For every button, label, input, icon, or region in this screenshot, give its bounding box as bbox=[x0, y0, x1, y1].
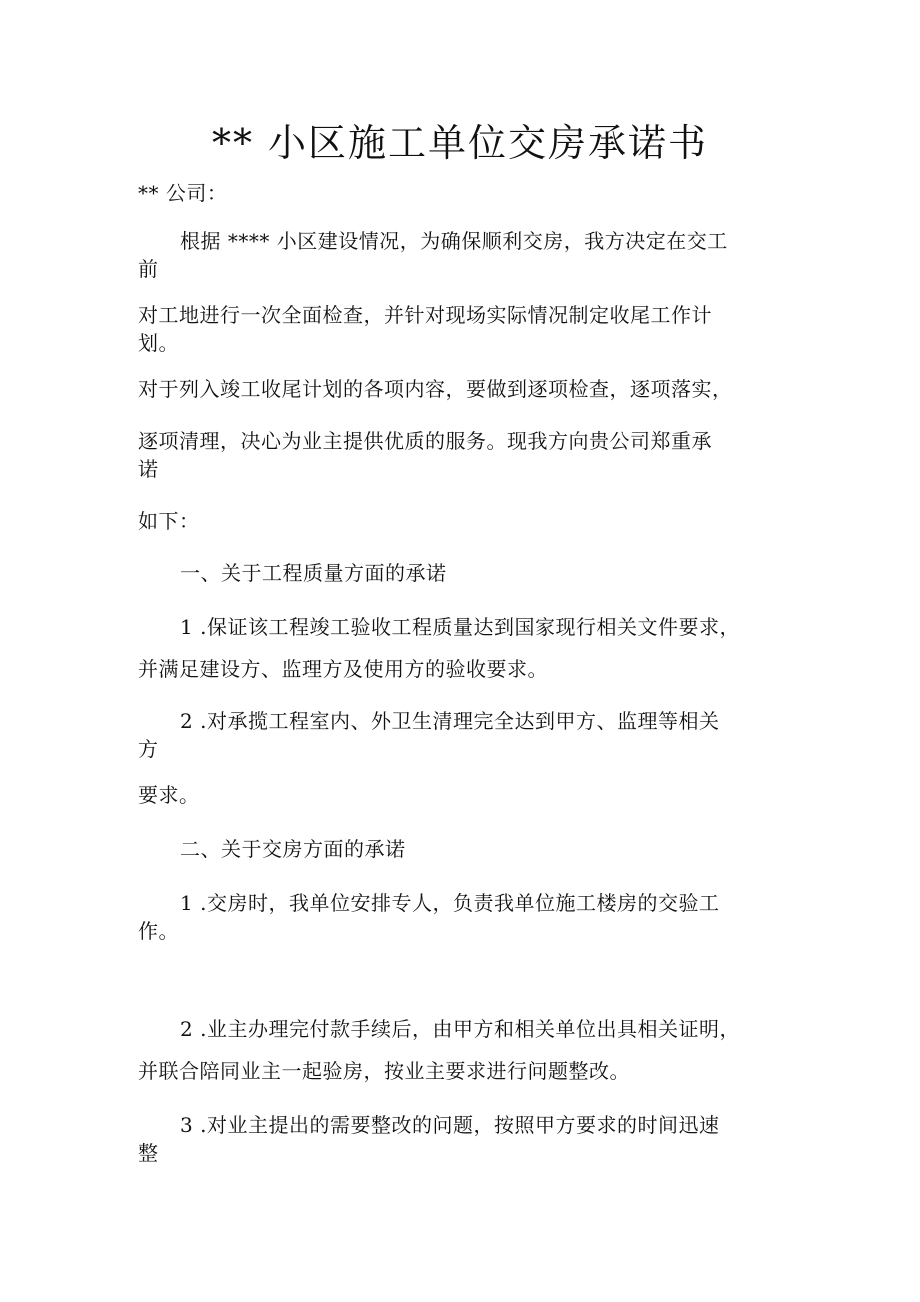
salutation: ** 公司： bbox=[138, 181, 228, 205]
intro-line-4: 逐项清理，决心为业主提供优质的服务。现我方向贵公司郑重承 bbox=[138, 429, 712, 453]
intro-line-3: 对于列入竣工收尾计划的各项内容，要做到逐项检查，逐项落实， bbox=[138, 377, 733, 401]
section-1-item-2-line-2: 要求。 bbox=[138, 783, 200, 807]
intro-line-5: 如下： bbox=[138, 509, 200, 533]
section-2-item-2-line-2: 并联合陪同业主一起验房，按业主要求进行问题整改。 bbox=[138, 1059, 630, 1083]
section-2-item-1-line-1-wrap: 作。 bbox=[138, 919, 179, 943]
intro-line-1: 根据 **** 小区建设情况，为确保顺利交房，我方决定在交工 bbox=[180, 229, 728, 253]
section-2-item-2-line-1: 2 .业主办理完付款手续后，由甲方和相关单位出具相关证明， bbox=[180, 1017, 740, 1041]
section-2-item-3-line-1: 3 .对业主提出的需要整改的问题，按照甲方要求的时间迅速 bbox=[180, 1113, 720, 1137]
section-1-item-1-line-1: 1 .保证该工程竣工验收工程质量达到国家现行相关文件要求， bbox=[180, 615, 740, 639]
section-1-item-2-line-1: 2 .对承揽工程室内、外卫生清理完全达到甲方、监理等相关 bbox=[180, 709, 720, 733]
section-2-heading: 二、关于交房方面的承诺 bbox=[180, 837, 406, 861]
section-2-item-1-line-1: 1 .交房时，我单位安排专人，负责我单位施工楼房的交验工 bbox=[180, 891, 720, 915]
section-1-heading: 一、关于工程质量方面的承诺 bbox=[180, 561, 447, 585]
intro-line-2: 对工地进行一次全面检查，并针对现场实际情况制定收尾工作计 bbox=[138, 303, 712, 327]
intro-line-1-wrap: 前 bbox=[138, 257, 159, 281]
document-title: ** 小区施工单位交房承诺书 bbox=[211, 121, 709, 165]
intro-line-2-wrap: 划。 bbox=[138, 331, 179, 355]
section-2-item-3-line-1-wrap: 整 bbox=[138, 1141, 159, 1165]
section-1-item-1-line-2: 并满足建设方、监理方及使用方的验收要求。 bbox=[138, 657, 548, 681]
section-1-item-2-line-1-wrap: 方 bbox=[138, 737, 159, 761]
intro-line-4-wrap: 诺 bbox=[138, 457, 159, 481]
